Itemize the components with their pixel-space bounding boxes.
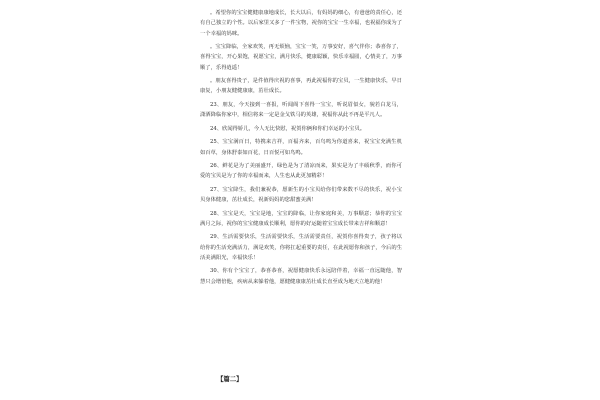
- paragraph: 29、生活需要快乐，生活需要快乐，生活需要责任，祝贺你喜得贵子，孩子将以给你的生活充满活力，满是欢笑，你将扛起重要的责任，在此祝愿你和孩子，今后的生活美满阳光，幸福快乐！: [200, 234, 402, 261]
- paragraph: 25、宝宝满百日，特携来吉祥，百福齐来，百鸟鸣为你道喜来，祝宝宝充满生机如百草，身体舒泰如百花，日百悦可如鸟鸣。: [200, 139, 402, 156]
- paragraph: 27、宝宝降生，我们兼祝恭，愿新生的小宝贝给你们带来数不尽的快乐，祝小宝贝身体健康，茁壮成长，祝新妈妈的您甜蜜美满！: [200, 186, 402, 204]
- paragraph: 30、你有个宝宝了，恭喜恭喜，祝愿健康快乐永远陪伴着，幸福一直远随他，智慧只会增倍他，疾病从来躲着他，愿健健康康茁壮成长直至成为地天立地的他！: [200, 268, 402, 285]
- paragraph: 23、朋友，今天接到一喜报，听闻阁下喜得一宝宝，听说眉似女，貌若白龙马，潇洒降临你家中，相信将来一定是金戈铁马的英雄，祝福你从此不再是平凡人。: [200, 101, 402, 119]
- paragraph: 24、欣闻得娇儿，今人无比快慰，祝贺你俩和你们幸运的小宝贝。: [210, 125, 366, 132]
- document-body: [200, 8, 402, 290]
- paragraph: 26、鲜花是为了美丽盛开，绿色是为了清凉而来，果实是为了丰硕秋季，而你可爱的宝贝是为了你的幸福而来，人生也从此更加精彩！: [200, 162, 402, 180]
- section-heading: 【篇二】: [217, 375, 243, 383]
- paragraph: 。朋友喜得贵子，是件值得庆祝的喜事，再此祝福你的宝贝，一生健康快乐，早日康复，小朋友健健康康，茁壮成长。: [200, 78, 402, 95]
- paragraph: 28、宝宝是天，宝宝是地，宝宝的降临，让你家庭和美，万事顺意；恭你的宝宝满月之际，祝你的宝宝健康成长顺利，愿你的好运随着宝宝成长带来吉祥和顺意！: [200, 210, 402, 227]
- paragraph: 。希望你的宝宝健健康康地成长，长大以后，有妈妈的细心，有爸爸的责任心，还有自己独立的个性。以后家里又多了一件宝物，祝你的宝宝一生幸福，也祝福你成为了一个幸福的妈咪。: [200, 10, 402, 37]
- paragraph: 。宝宝降临，全家欢笑，再无烦恼，宝宝一笑，万事安好，喜气伴你；恭喜你了，喜得宝宝，开心果饱，祝愿宝宝，满月快乐，健康聪颖，快乐幸福圆，心情美了，万事顺了，乐得逍遥！: [200, 44, 402, 71]
